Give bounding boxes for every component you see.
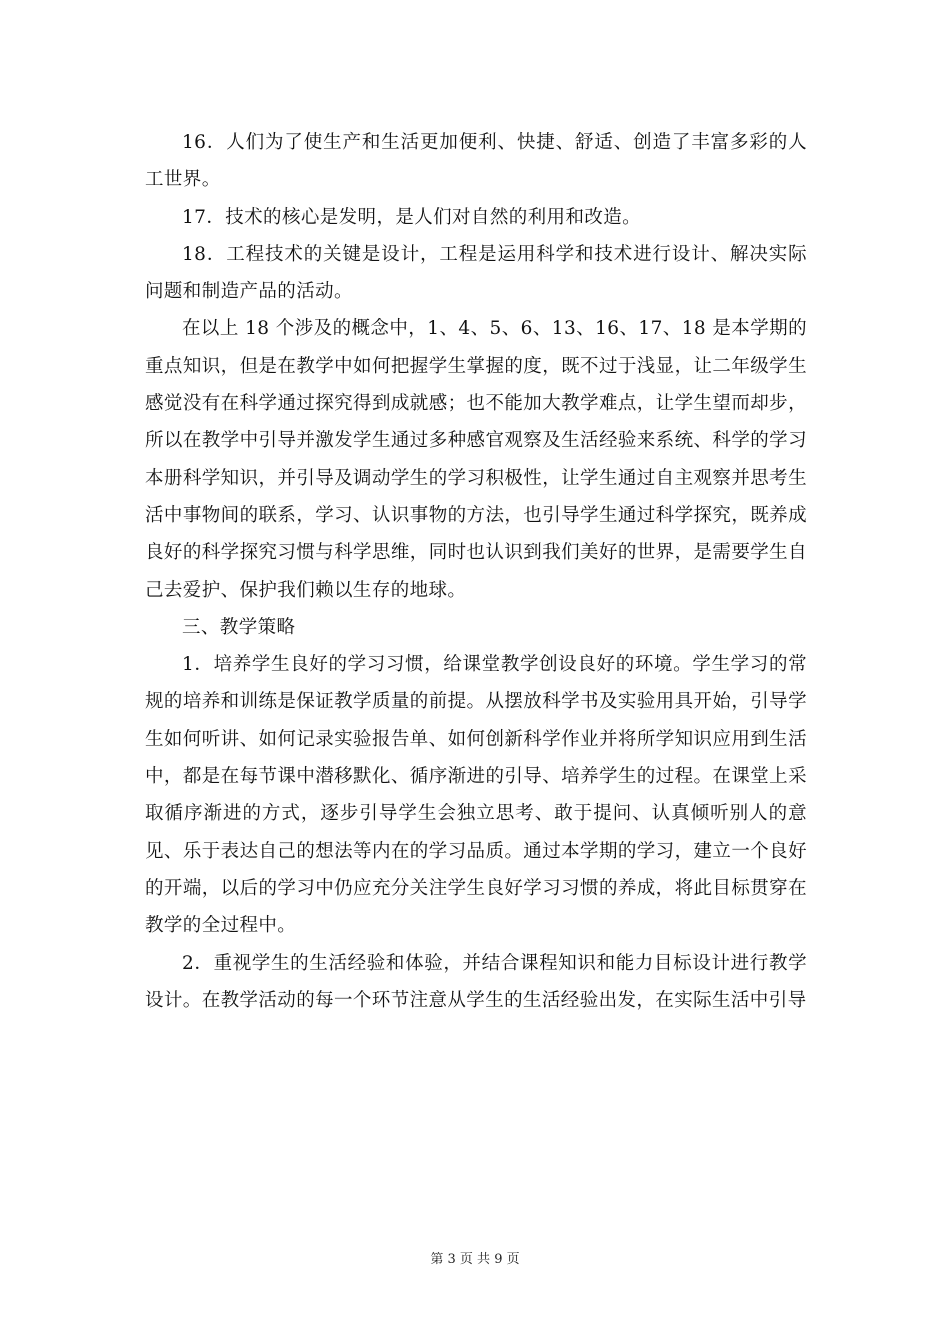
page-footer: 第 3 页 共 9 页 <box>430 1252 520 1267</box>
document-body <box>145 124 807 1019</box>
paragraph-strategy-2: 2．重视学生的生活经验和体验，并结合课程知识和能力目标设计进行教学设计。在教学活动的每一个环节注意从学生的生活经验出发，在实际生活中引导 <box>145 952 807 1011</box>
paragraph-item-18: 18．工程技术的关键是设计，工程是运用科学和技术进行设计、解决实际问题和制造产品的活动。 <box>145 243 807 303</box>
section-heading-teaching-strategy: 三、教学策略 <box>182 616 296 638</box>
paragraph-item-17: 17．技术的核心是发明，是人们对自然的利用和改造。 <box>182 206 642 228</box>
paragraph-item-16: 16．人们为了使生产和生活更加便利、快捷、舒适、创造了丰富多彩的人工世界。 <box>145 132 807 191</box>
paragraph-strategy-1: 1．培养学生良好的学习习惯，给课堂教学创设良好的环境。学生学习的常规的培养和训练是保证教学质量的前提。从摆放科学书及实验用具开始，引导学生如何听讲、如何记录实验报告单、如何创新科学作业并将所学知识应用到生活中，都是在每节课中潜移默化、循序渐进的引导、培养学生的过程。在课堂上采取循序渐进的方式，逐步引导学生会独立思考、敢于提问、认真倾听别人的意见、乐于表达自己的想法等内在的学习品质。通过本学期的学习，建立一个良好的开端，以后的学习中仍应充分关注学生良好学习习惯的养成，将此目标贯穿在教学的全过程中。 <box>145 654 807 937</box>
paragraph-key-concepts: 在以上 18 个涉及的概念中，1、4、5、6、13、16、17、18 是本学期的重点知识，但是在教学中如何把握学生掌握的度，既不过于浅显，让二年级学生感觉没有在科学通过探究得到成就感；也不能加大教学难点，让学生望而却步，所以在教学中引导并激发学生通过多种感官观察及生活经验来系统、科学的学习本册科学知识，并引导及调动学生的学习积极性，让学生通过自主观察并思考生活中事物间的联系，学习、认识事物的方法，也引导学生通过科学探究，既养成良好的科学探究习惯与科学思维，同时也认识到我们美好的世界，是需要学生自己去爱护、保护我们赖以生存的地球。 <box>145 318 807 601</box>
